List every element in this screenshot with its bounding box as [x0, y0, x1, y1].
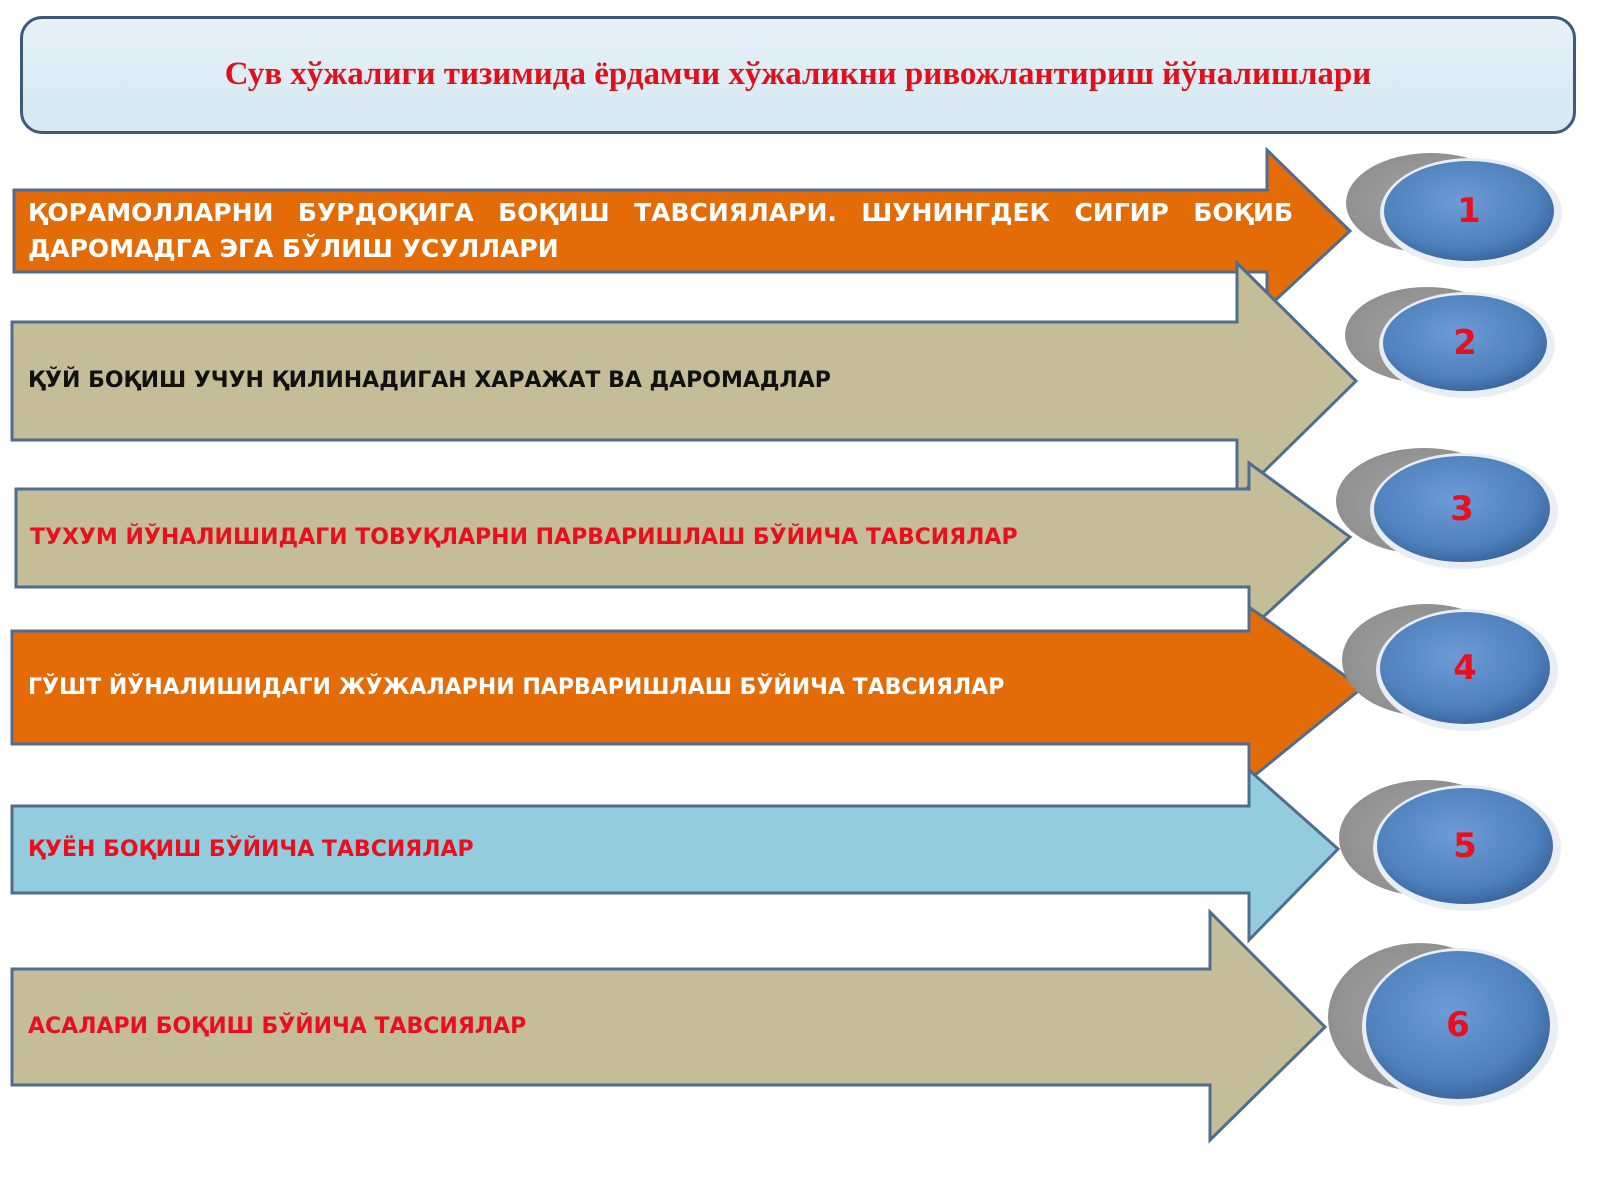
- arrow-label-1: [28, 190, 1293, 272]
- arrow-label-text-6: АСАЛАРИ БОҚИШ БЎЙИЧА ТАВСИЯЛАР: [28, 1014, 527, 1040]
- arrow-label-6: [28, 969, 1178, 1085]
- badge-number-3: 3: [1450, 489, 1474, 529]
- arrow-label-5: [28, 806, 1228, 893]
- arrow-label-4: [28, 631, 1228, 744]
- badge-number-4: 4: [1453, 648, 1477, 688]
- arrow-label-text-3: ТУХУМ ЙЎНАЛИШИДАГИ ТОВУҚЛАРНИ ПАРВАРИШЛАШ БЎЙИЧА ТАВСИЯЛАР: [30, 525, 1018, 551]
- badge-number-5: 5: [1453, 826, 1477, 866]
- diagram-title: Сув хўжалиги тизимида ёрдамчи хўжаликни ривожлантириш йўналишлари: [224, 56, 1372, 93]
- arrow-label-3: [30, 489, 1230, 587]
- badge-number-1: 1: [1457, 191, 1481, 231]
- arrow-label-text-5: ҚУЁН БОҚИШ БЎЙИЧА ТАВСИЯЛАР: [28, 836, 474, 862]
- badge-number-2: 2: [1453, 323, 1477, 363]
- arrow-label-text-1: ҚОРАМОЛЛАРНИ БУРДОҚИГА БОҚИШ ТАВСИЯЛАРИ. ШУНИНГДЕК СИГИР БОҚИБ ДАРОМАДГА ЭГА БЎЛИШ УСУЛЛАРИ: [28, 197, 1293, 263]
- arrow-label-text-2: ҚЎЙ БОҚИШ УЧУН ҚИЛИНАДИГАН ХАРАЖАТ ВА ДАРОМАДЛАР: [28, 368, 831, 394]
- arrow-label-2: [28, 322, 1228, 440]
- arrow-label-text-4: ГЎШТ ЙЎНАЛИШИДАГИ ЖЎЖАЛАРНИ ПАРВАРИШЛАШ БЎЙИЧА ТАВСИЯЛАР: [28, 674, 1005, 700]
- badge-number-6: 6: [1446, 1005, 1470, 1045]
